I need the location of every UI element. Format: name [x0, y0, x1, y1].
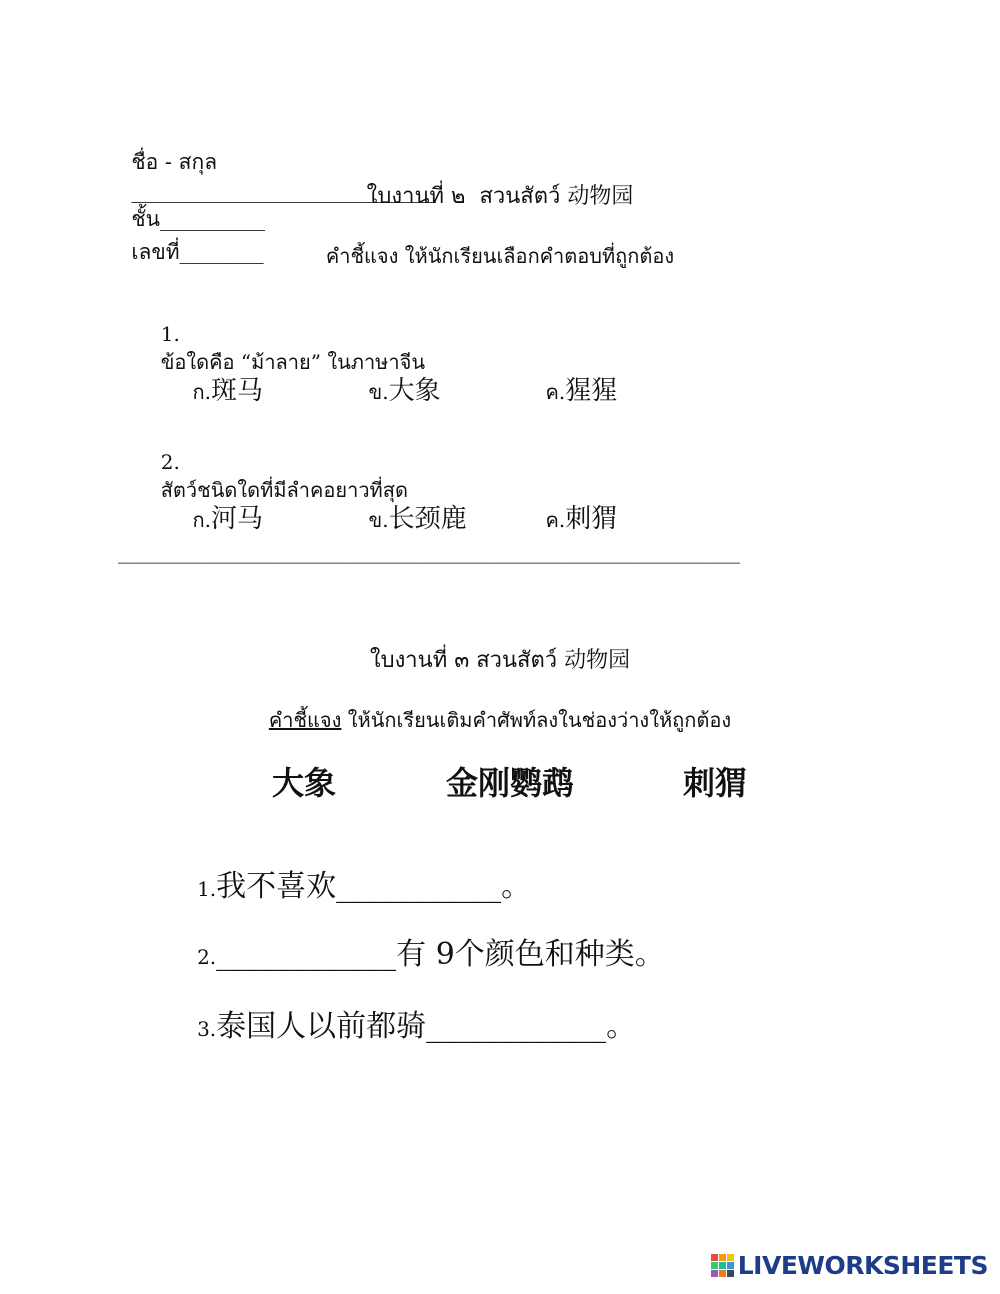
worksheet2-title: ใบงานที่ ๒ สวนสัตว์ 动物园 — [366, 184, 634, 209]
class-label: ชั้น — [131, 207, 160, 231]
q1-option-b[interactable] — [352, 340, 441, 408]
fill-sentence-2 — [178, 894, 665, 973]
option-text: 长颈鹿 — [388, 504, 467, 534]
sentence-after: 。 — [606, 1009, 637, 1044]
option-text: 大象 — [388, 376, 441, 406]
sentence-number: 3. — [197, 1017, 217, 1041]
logo-mark-cell — [719, 1262, 726, 1269]
instruction-label: คำชี้แจง — [268, 708, 342, 732]
logo-mark-cell — [727, 1262, 734, 1269]
logo-mark-cell — [711, 1254, 718, 1261]
logo-mark-cell — [711, 1270, 718, 1277]
liveworksheets-logo[interactable] — [711, 1252, 988, 1278]
sentence-before: 我不喜欢 — [216, 869, 337, 904]
option-prefix: ค. — [545, 508, 566, 532]
logo-mark-icon — [711, 1254, 734, 1277]
logo-mark-cell — [727, 1254, 734, 1261]
instruction-text: ให้นักเรียนเติมคำศัพท์ลงในช่องว่างให้ถูกต้อง — [341, 708, 732, 732]
sentence-number: 1. — [197, 877, 217, 901]
question-text: ข้อใดคือ “ม้าลาย” ในภาษาจีน — [160, 350, 425, 374]
fill-sentence-3 — [178, 966, 636, 1045]
question-number: 1. — [160, 322, 180, 346]
worksheet3-instruction — [0, 704, 1000, 736]
q1-option-a[interactable] — [176, 340, 263, 408]
option-prefix: ข. — [368, 380, 389, 404]
sentence-before: 泰国人以前都骑 — [216, 1009, 427, 1044]
logo-text: LIVEWORKSHEETS — [737, 1250, 988, 1280]
section-divider: _____________________________________________________________________ — [118, 540, 739, 564]
logo-mark-cell — [711, 1262, 718, 1269]
logo-mark-cell — [719, 1254, 726, 1261]
logo-mark-cell — [719, 1270, 726, 1277]
option-prefix: ข. — [368, 508, 389, 532]
q2-option-b[interactable] — [352, 468, 467, 536]
word-bank-item[interactable]: 大象 — [272, 764, 337, 802]
q1-option-c[interactable] — [529, 340, 617, 408]
sentence-after: 。 — [501, 869, 532, 904]
worksheet2-instruction: คำชี้แจง ให้นักเรียนเลือกคำตอบที่ถูกต้อง — [325, 244, 675, 268]
option-text: 猩猩 — [565, 376, 618, 406]
sentence-number: 2. — [197, 945, 217, 969]
class-blank[interactable]: __________ — [159, 207, 265, 231]
option-prefix: ก. — [192, 508, 211, 532]
sentence-after: 有 9个颜色和种类。 — [396, 937, 665, 972]
option-text: 刺猬 — [565, 504, 618, 534]
question-number: 2. — [160, 450, 180, 474]
option-text: 斑马 — [211, 376, 264, 406]
name-blank[interactable]: _____________________________ — [131, 179, 436, 203]
name-label: ชื่อ - สกุล — [131, 150, 218, 174]
word-bank-item[interactable]: 金刚鹦鹉 — [446, 764, 575, 802]
q2-option-c[interactable] — [529, 468, 617, 536]
word-bank-item[interactable]: 刺猬 — [683, 764, 748, 802]
option-prefix: ก. — [192, 380, 211, 404]
option-prefix: ค. — [545, 380, 566, 404]
answer-blank[interactable]: ____________ — [426, 1009, 607, 1044]
answer-blank[interactable]: ___________ — [336, 869, 502, 904]
worksheet3-title: ใบงานที่ ๓ สวนสัตว์ 动物园 — [369, 648, 631, 673]
option-text: 河马 — [211, 504, 264, 534]
number-label: เลขที่ — [131, 240, 180, 264]
logo-mark-cell — [727, 1270, 734, 1277]
question-text: สัตว์ชนิดใดที่มีลำคอยาวที่สุด — [160, 478, 408, 502]
q2-option-a[interactable] — [176, 468, 263, 536]
answer-blank[interactable]: ____________ — [216, 937, 397, 972]
number-blank[interactable]: ________ — [179, 240, 264, 264]
